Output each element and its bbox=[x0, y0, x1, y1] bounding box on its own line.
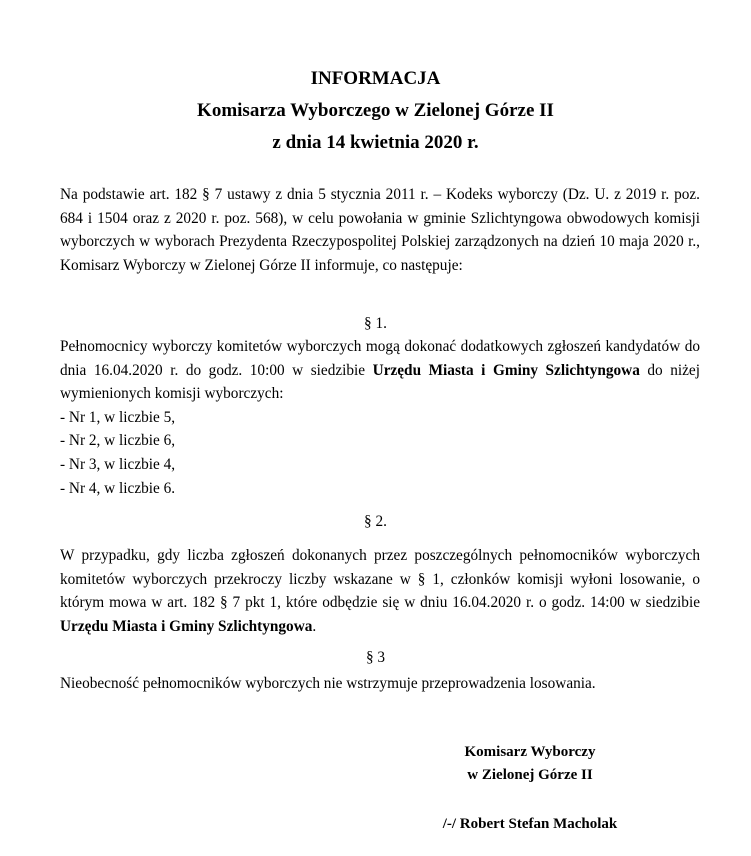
section-3-paragraph: Nieobecność pełnomocników wyborczych nie wstrzymuje przeprowadzenia losowania. bbox=[60, 675, 596, 692]
section-2-text-before: W przypadku, gdy liczba zgłoszeń dokonanych przez poszczególnych pełnomocników wyborczych komitetów wyborczych przekroczy liczby wskazane w § 1, członków komisji wyłoni losowanie, o którym mowa w art. 182 § 7 pkt 1, które odbędzie się w dniu 16.04.2020 r. o godz. 14:00 w siedzibie bbox=[60, 547, 700, 612]
signature-office: w Zielonej Górze II bbox=[467, 767, 593, 783]
list-item: - Nr 4, w liczbie 6. bbox=[60, 479, 176, 497]
signature-name: /-/ Robert Stefan Macholak bbox=[442, 816, 618, 832]
list-item: - Nr 1, w liczbie 5, bbox=[60, 408, 176, 426]
document-date: z dnia 14 kwietnia 2020 r. bbox=[272, 132, 479, 153]
section-2-mark: § 2. bbox=[364, 513, 387, 530]
document-header bbox=[0, 63, 751, 159]
section-1-paragraph bbox=[60, 335, 700, 406]
section-1-text-before: Pełnomocnicy wyborczy komitetów wyborczych mogą dokonać dodatkowych zgłoszeń kandydatów do dnia 16.04.2020 r. do godz. 10:00 w siedzibie bbox=[60, 338, 700, 379]
document-title: INFORMACJA bbox=[310, 68, 441, 89]
list-item: - Nr 2, w liczbie 6, bbox=[60, 432, 176, 450]
signature-title: Komisarz Wyborczy bbox=[464, 744, 596, 760]
commission-list bbox=[60, 406, 700, 500]
section-1-text-after: do niżej wymienionych komisji wyborczych: bbox=[60, 361, 700, 403]
intro-paragraph: Na podstawie art. 182 § 7 ustawy z dnia 5 stycznia 2011 r. – Kodeks wyborczy (Dz. U. z 2019 r. poz. 684 i 1504 oraz z 2020 r. poz. 568), w celu powołania w gminie Szlichtyngowa obwodowych komisji wyborczych w wyborach Prezydenta Rzeczypospolitej Polskiej zarządzonych na dzień 10 maja 2020 r., Komisarz Wyborczy w Zielonej Górze II informuje, co następuje: bbox=[60, 186, 700, 274]
section-2-paragraph bbox=[60, 544, 700, 638]
list-item: - Nr 3, w liczbie 4, bbox=[60, 455, 176, 473]
section-1-body bbox=[60, 335, 700, 500]
document-issuer: Komisarza Wyborczego w Zielonej Górze II bbox=[197, 100, 554, 121]
section-2-text-after: . bbox=[312, 617, 317, 635]
section-2-office-name: Urzędu Miasta i Gminy Szlichtyngowa bbox=[60, 617, 313, 635]
section-1-mark: § 1. bbox=[364, 315, 387, 332]
section-3-mark: § 3 bbox=[365, 649, 386, 666]
section-1-office-name: Urzędu Miasta i Gminy Szlichtyngowa bbox=[372, 361, 640, 379]
